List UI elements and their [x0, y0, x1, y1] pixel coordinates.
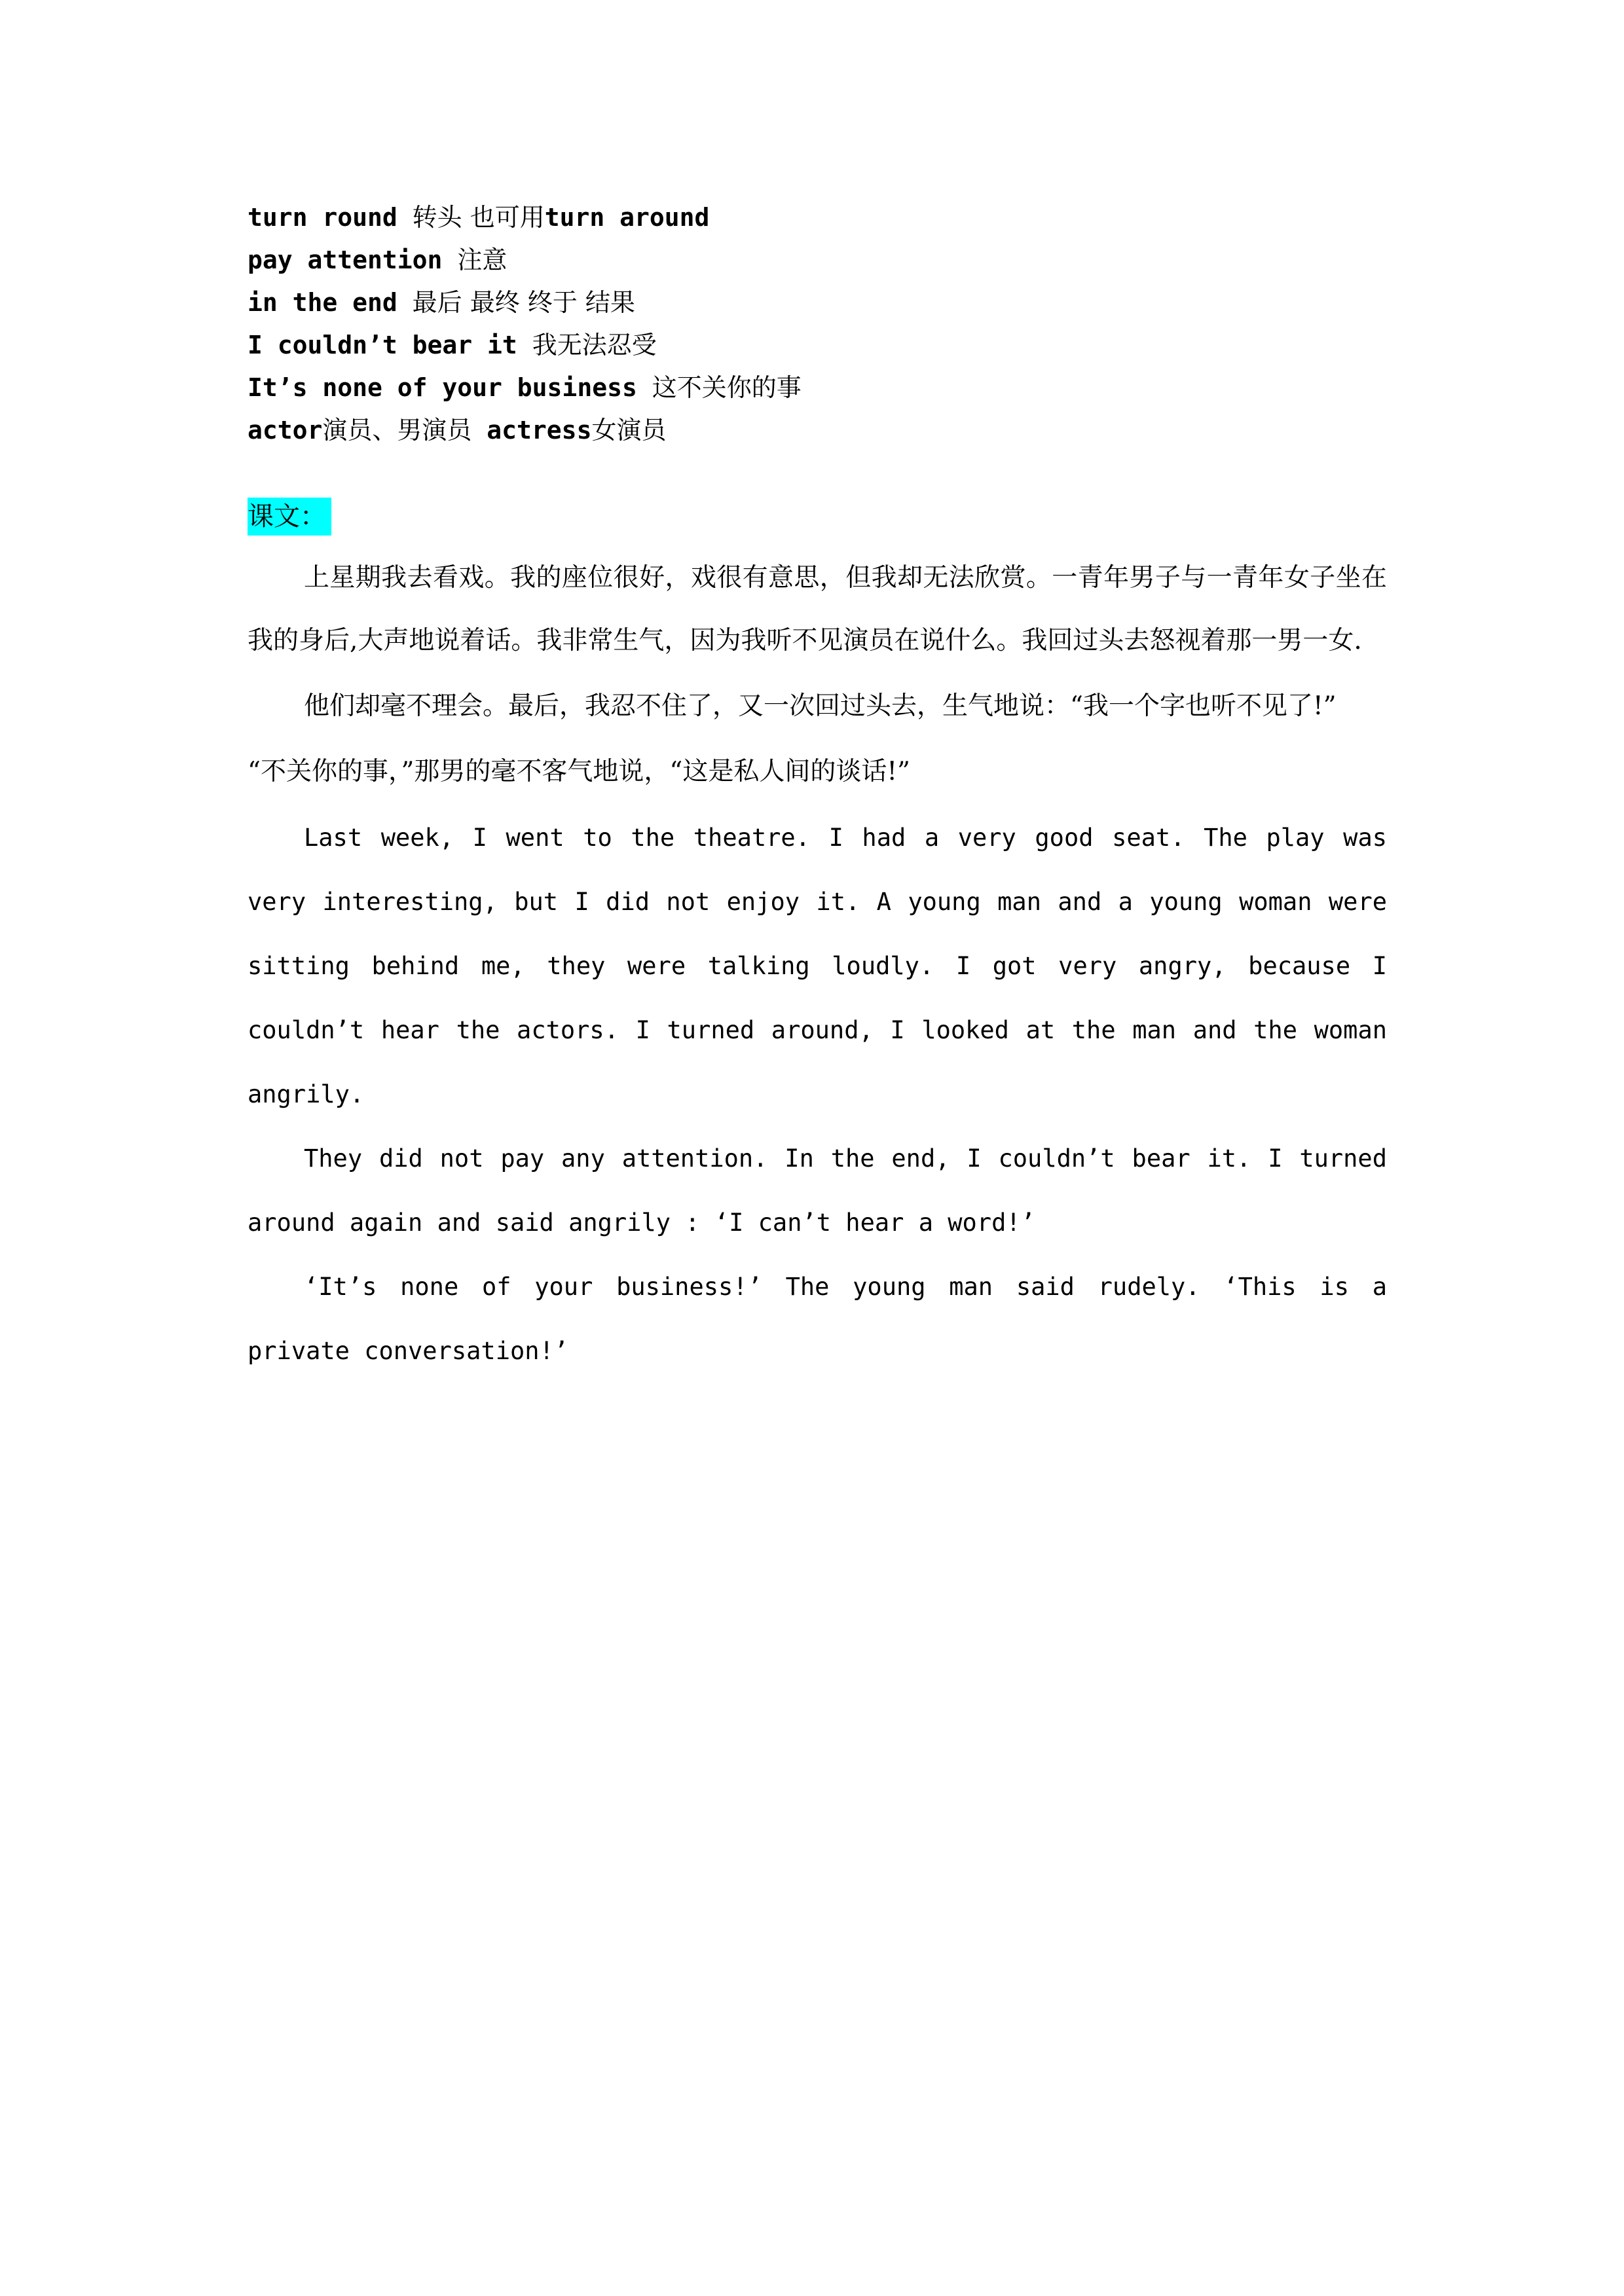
vocab-alt-phrase: actress: [487, 416, 592, 445]
lesson-text: [248, 547, 1387, 1383]
vocabulary-list: [248, 196, 1400, 452]
vocab-phrase: turn round: [248, 203, 397, 232]
chinese-paragraph: “不关你的事，”那男的毫不客气地说，“这是私人间的谈话!”: [248, 757, 910, 786]
vocab-meaning: 演员、男演员: [322, 416, 472, 445]
vocab-meaning: 这不关你的事: [652, 373, 802, 402]
vocab-meaning: 我无法忍受: [532, 331, 657, 359]
vocab-item: [248, 324, 1400, 367]
vocab-phrase: pay attention: [248, 246, 443, 274]
vocab-item: [248, 196, 1400, 239]
vocab-phrase: in the end: [248, 288, 397, 317]
english-paragraph: Last week, I went to the theatre. I had a very good seat. The play was very interesting, but I did not enjoy it. A young man and a young woman were sitting behind me, they were talking loudly. I got very angry, because I couldn’t hear the actors. I turned around, I looked at the man and the woman angrily.: [248, 824, 1387, 1108]
vocab-phrase: actor: [248, 416, 323, 445]
chinese-paragraph: 他们却毫不理会。最后，我忍不住了，又一次回过头去，生气地说：“我一个字也听不见了!”: [304, 691, 1337, 721]
vocab-meaning: 最后 最终 终于 结果: [412, 288, 635, 317]
vocab-alt-phrase: turn around: [544, 203, 710, 232]
vocab-alt-meaning: 女演员: [591, 416, 667, 445]
vocab-item: [248, 367, 1400, 409]
english-paragraph: ‘It’s none of your business!’ The young man said rudely. ‘This is a private conversation!’: [248, 1273, 1387, 1365]
vocab-phrase: I couldn’t bear it: [248, 331, 517, 359]
vocab-meaning: 转头 也可用: [412, 203, 545, 232]
vocab-meaning: 注意: [457, 246, 507, 274]
vocab-item: [248, 239, 1400, 282]
english-paragraph: They did not pay any attention. In the end, I couldn’t bear it. I turned around again and said angrily : ‘I can’t hear a word!’: [248, 1144, 1387, 1237]
vocab-phrase: It’s none of your business: [248, 373, 637, 402]
vocab-item: [248, 282, 1400, 324]
chinese-paragraph: 上星期我去看戏。我的座位很好，戏很有意思，但我却无法欣赏。一青年男子与一青年女子坐在我的身后,大声地说着话。我非常生气，因为我听不见演员在说什么。我回过头去怒视着那一男一女.: [248, 563, 1387, 655]
section-label-highlighted: 课文：: [248, 498, 331, 536]
vocab-item: [248, 409, 1400, 452]
